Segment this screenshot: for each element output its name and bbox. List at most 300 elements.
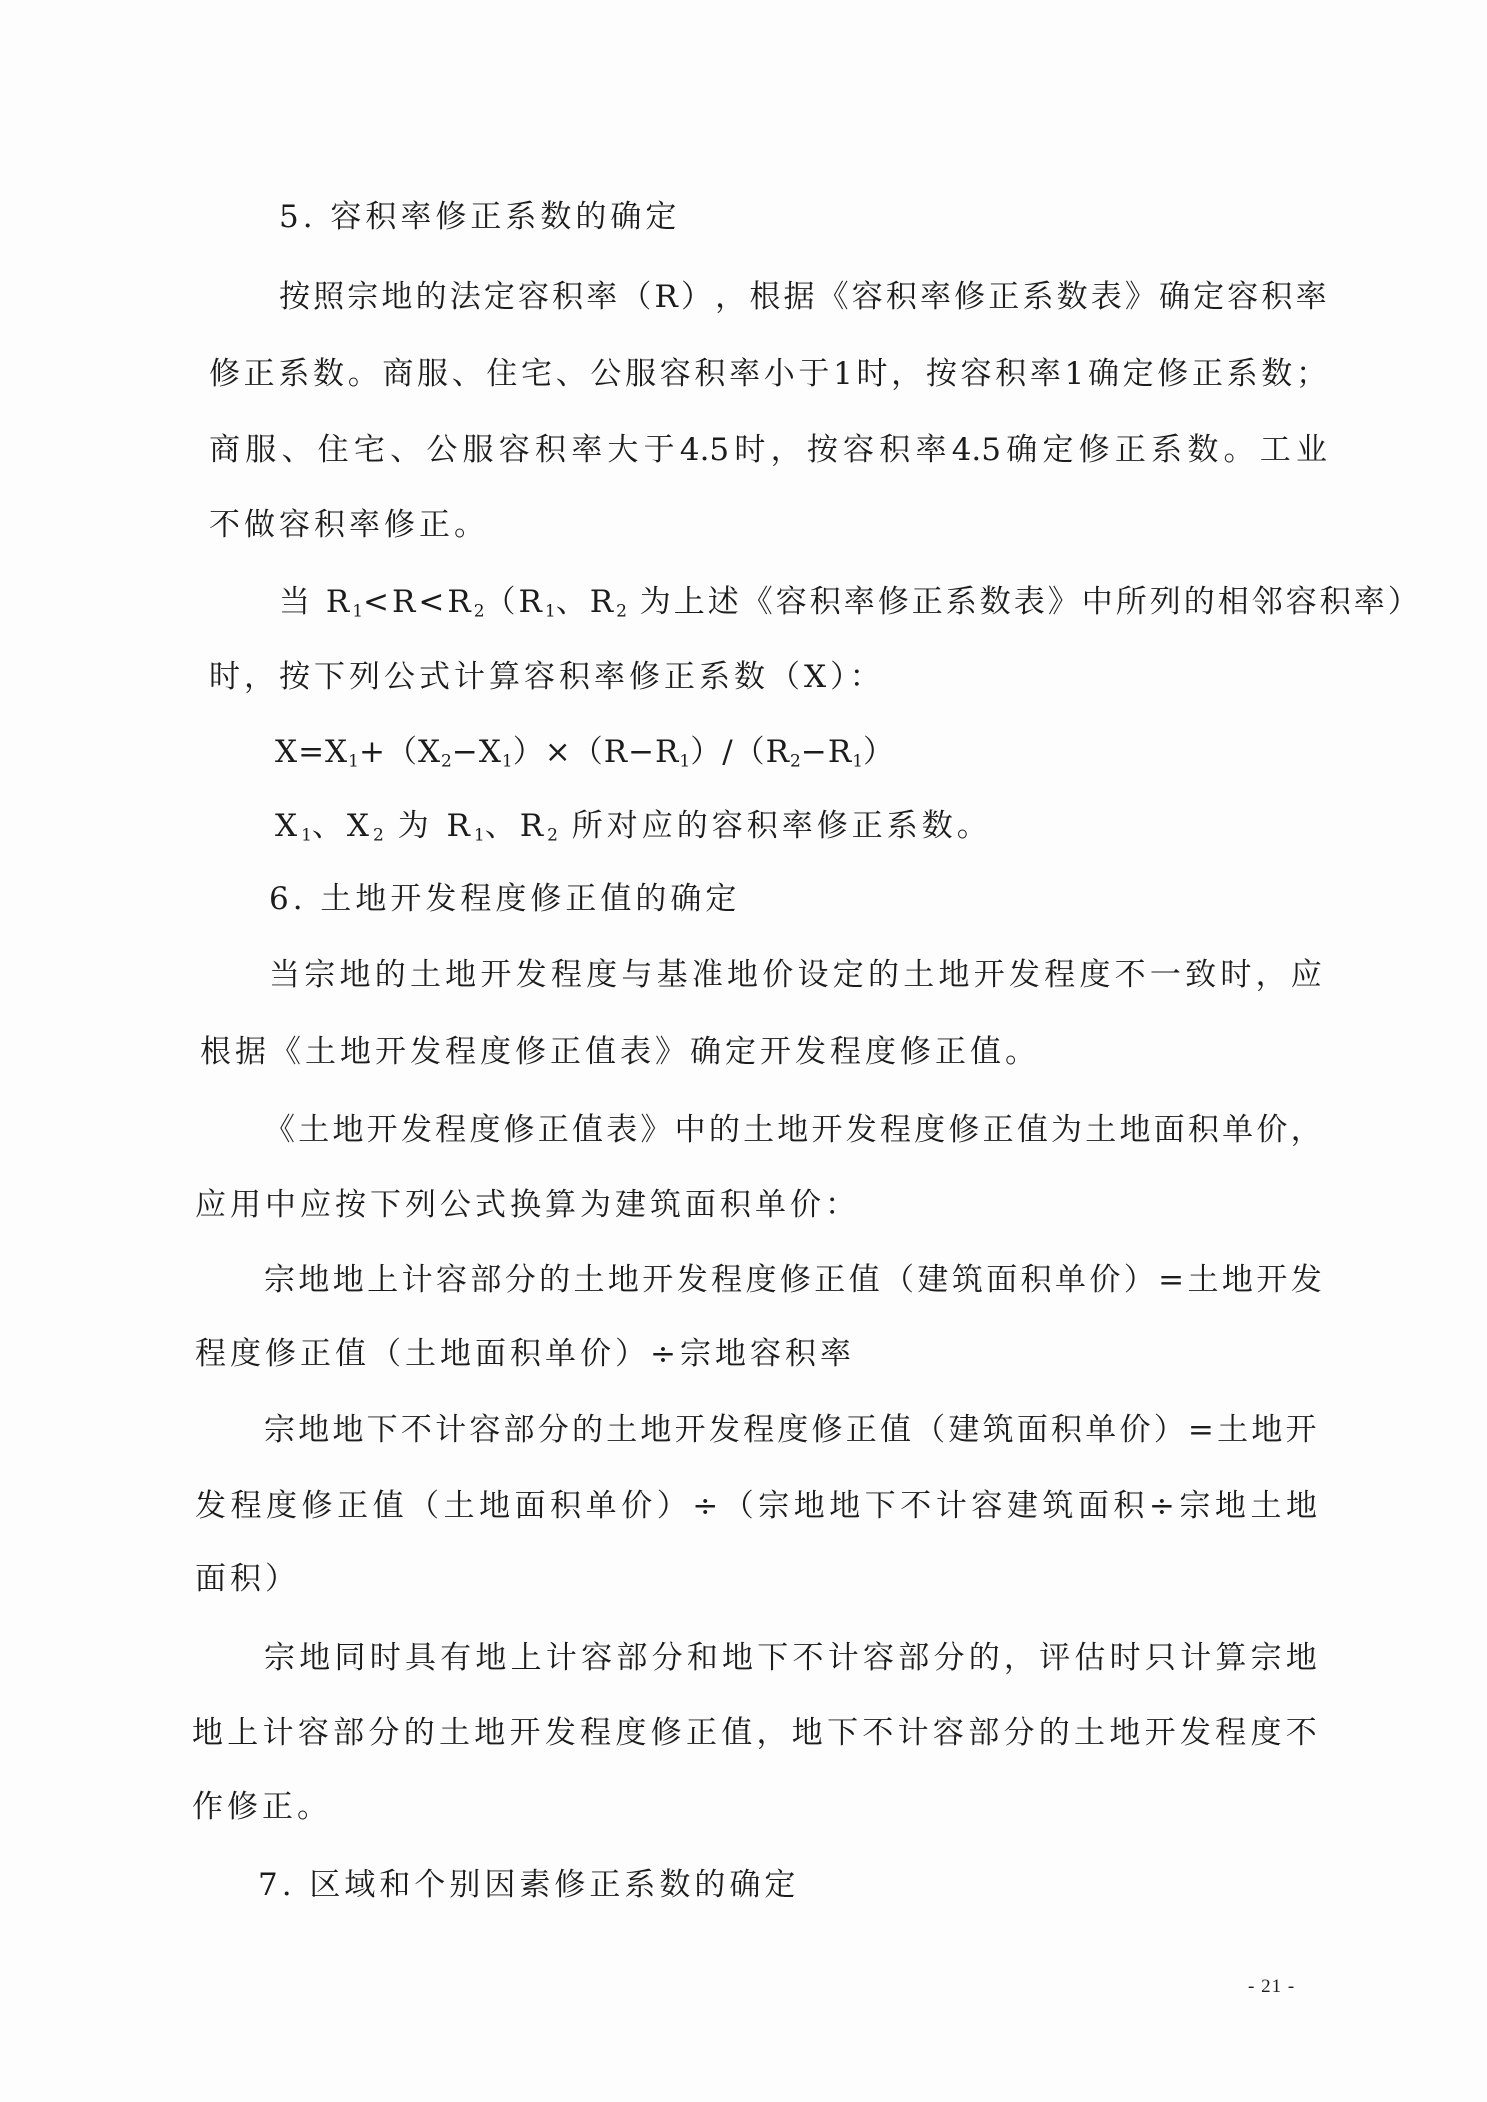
text-glyph: 值: [1016, 1112, 1048, 1148]
text-glyph: ，: [1290, 1112, 1322, 1148]
text-glyph: 发: [195, 1488, 226, 1524]
text-glyph: 正: [685, 1715, 717, 1751]
text-run: 、R: [555, 584, 617, 620]
text-glyph: ÷: [692, 1488, 719, 1524]
text-glyph: 筑: [1042, 1488, 1074, 1524]
text-glyph: ，: [715, 279, 747, 315]
text-glyph: 土: [1085, 1112, 1117, 1148]
text-glyph: 1: [1064, 356, 1085, 392]
text-glyph: 土: [606, 1412, 638, 1448]
text-glyph: 地: [722, 1640, 754, 1676]
text-glyph: 业: [1295, 432, 1327, 468]
text-glyph: 分: [537, 1412, 569, 1448]
text-glyph: 积: [885, 279, 917, 315]
text-glyph: 据: [783, 279, 815, 315]
text-glyph: ，: [1003, 1640, 1035, 1676]
text-glyph: 修: [503, 1112, 535, 1148]
text-glyph: 度: [266, 1488, 298, 1524]
text-glyph: 开: [973, 957, 1005, 993]
paragraph-6-1-line-2: 根据《土地开发程度修正值表》确定开发程度修正值。: [200, 1034, 1040, 1070]
text-glyph: 分: [368, 1715, 400, 1751]
text-glyph: 值: [721, 1715, 753, 1751]
text-glyph: 和: [686, 1640, 718, 1676]
text-glyph: 容: [659, 356, 691, 392]
text-glyph: 的: [415, 279, 447, 315]
paragraph-6-4-line-3: 面积）: [195, 1561, 300, 1597]
text-glyph: 计: [545, 1640, 577, 1676]
text-glyph: 面: [1153, 1112, 1185, 1148]
text-glyph: （: [722, 1488, 754, 1524]
text-glyph: 开: [366, 1112, 398, 1148]
text-glyph: 发: [708, 1412, 740, 1448]
text-glyph: 地: [298, 1262, 330, 1298]
text-glyph: 当: [269, 957, 300, 993]
text-glyph: 、: [451, 356, 483, 392]
text-glyph: 不: [400, 1412, 432, 1448]
text-glyph: 地: [777, 1112, 809, 1148]
text-glyph: 土: [743, 1112, 775, 1148]
text-glyph: 开: [811, 1112, 843, 1148]
text-glyph: 《: [264, 1112, 295, 1148]
text-glyph: 容: [517, 279, 549, 315]
text-glyph: 建: [948, 1412, 980, 1448]
text-glyph: 宅: [353, 432, 385, 468]
subscript: 1: [301, 825, 312, 846]
text-glyph: 分: [651, 1640, 683, 1676]
text-glyph: 4.5: [679, 432, 730, 468]
text-glyph: 《: [817, 279, 849, 315]
text-glyph: ）: [681, 279, 713, 315]
text-glyph: 积: [550, 1488, 582, 1524]
text-glyph: 积: [1051, 1412, 1083, 1448]
text-glyph: 服: [462, 432, 494, 468]
text-glyph: 不: [862, 1715, 894, 1751]
text-glyph: 宗: [264, 1640, 295, 1676]
text-glyph: 数: [1187, 432, 1219, 468]
text-glyph: 地: [1251, 1412, 1283, 1448]
text-glyph: 与: [621, 957, 653, 993]
text-glyph: 定: [1193, 279, 1225, 315]
text-glyph: 土: [443, 1488, 475, 1524]
text-glyph: 价: [1256, 1112, 1288, 1148]
text-glyph: 容: [851, 279, 883, 315]
text-glyph: 单: [1054, 1262, 1086, 1298]
text-glyph: R: [654, 279, 678, 315]
subscript: 2: [616, 601, 627, 622]
text-glyph: 积: [552, 279, 584, 315]
text-glyph: 开: [480, 957, 512, 993]
text-glyph: 容: [862, 1640, 894, 1676]
text-glyph: 下: [757, 1640, 789, 1676]
paragraph-6-2-line-2: 应用中应按下列公式换算为建筑面积单价：: [195, 1187, 860, 1223]
text-glyph: 一: [1149, 957, 1181, 993]
text-glyph: 商: [209, 432, 240, 468]
text-glyph: 率: [920, 279, 952, 315]
text-glyph: 地: [727, 957, 759, 993]
text-glyph: 定: [1122, 356, 1154, 392]
subscript: 2: [790, 751, 801, 772]
text-run: 、X: [311, 808, 373, 844]
text-glyph: 有: [440, 1640, 472, 1676]
text-glyph: （: [914, 1412, 946, 1448]
text-glyph: 应: [1290, 957, 1322, 993]
text-glyph: 地: [640, 1412, 672, 1448]
text-glyph: 确: [1159, 279, 1190, 315]
text-glyph: （: [620, 279, 652, 315]
formula-run: X=X: [275, 734, 349, 770]
paragraph-6-5-line-2: [192, 1713, 1317, 1753]
text-glyph: 程: [580, 1715, 612, 1751]
text-glyph: 按: [925, 356, 957, 392]
text-glyph: 地: [479, 1488, 511, 1524]
text-glyph: 时: [734, 432, 766, 468]
text-run: X: [275, 808, 302, 844]
text-glyph: 宅: [521, 356, 553, 392]
text-run: <R<R: [363, 584, 474, 620]
text-glyph: ）: [656, 1488, 688, 1524]
text-glyph: 开: [642, 1262, 674, 1298]
text-glyph: 部: [968, 1715, 1000, 1751]
paragraph-5-2-line-1: [279, 582, 1422, 631]
subscript: 1: [473, 825, 485, 846]
text-glyph: 修: [1157, 356, 1189, 392]
paragraph-6-1-line-1: [269, 955, 1322, 995]
text-glyph: 宗: [264, 1412, 295, 1448]
text-glyph: 发: [400, 1112, 432, 1148]
text-glyph: 表: [1090, 279, 1122, 315]
text-glyph: 商: [382, 356, 414, 392]
formula-line: [275, 732, 895, 781]
text-glyph: 系: [1226, 356, 1258, 392]
text-glyph: 不: [792, 1640, 824, 1676]
text-glyph: ，: [891, 356, 923, 392]
text-glyph: 发: [1179, 1715, 1211, 1751]
text-glyph: 土: [1187, 1262, 1219, 1298]
subscript: 2: [547, 825, 558, 846]
text-glyph: 开: [1285, 1412, 1317, 1448]
text-glyph: 致: [1185, 957, 1217, 993]
text-glyph: 修: [811, 1412, 843, 1448]
text-glyph: 度: [777, 1412, 809, 1448]
text-glyph: 正: [1191, 356, 1223, 392]
paragraph-6-3-line-2: 程度修正值（土地面积单价）÷宗地容积率: [195, 1336, 855, 1372]
text-glyph: 度: [1079, 957, 1111, 993]
text-glyph: 地: [1285, 1640, 1317, 1676]
text-glyph: 修: [209, 356, 240, 392]
text-glyph: 容: [469, 1412, 501, 1448]
text-glyph: =: [1187, 1412, 1214, 1448]
text-glyph: 建: [1006, 1488, 1038, 1524]
text-glyph: 积: [1020, 1262, 1052, 1298]
text-glyph: 确: [1087, 356, 1119, 392]
text-glyph: 》: [640, 1112, 672, 1148]
page-number: - 21 -: [1248, 1976, 1296, 1997]
text-glyph: 时: [369, 1640, 401, 1676]
text-glyph: 开: [1256, 1262, 1288, 1298]
text-glyph: 容: [435, 1262, 467, 1298]
text-glyph: 发: [845, 1112, 877, 1148]
text-glyph: 服: [245, 432, 277, 468]
text-glyph: 于: [643, 432, 675, 468]
text-glyph: 住: [486, 356, 518, 392]
text-glyph: 开: [509, 1715, 541, 1751]
formula-run: −X: [451, 734, 502, 770]
text-glyph: 率: [586, 279, 618, 315]
text-glyph: 率: [1295, 279, 1327, 315]
paragraph-6-5-line-1: [264, 1638, 1317, 1678]
text-glyph: 值: [848, 1262, 880, 1298]
text-glyph: 度: [1250, 1715, 1282, 1751]
text-glyph: 数: [1261, 356, 1293, 392]
text-glyph: 宗: [264, 1262, 295, 1298]
text-glyph: 地: [1109, 1715, 1141, 1751]
text-glyph: 只: [1144, 1640, 1176, 1676]
text-glyph: 修: [1078, 432, 1110, 468]
text-glyph: 的: [867, 957, 899, 993]
text-glyph: 算: [1215, 1640, 1247, 1676]
text-glyph: 地: [192, 1715, 223, 1751]
text-glyph: 的: [968, 1640, 1000, 1676]
text-glyph: 计: [897, 1715, 929, 1751]
text-glyph: 计: [262, 1715, 294, 1751]
text-glyph: 价: [1119, 1412, 1151, 1448]
text-glyph: 住: [317, 432, 349, 468]
text-run: 为 R: [383, 808, 474, 844]
text-glyph: 修: [948, 1112, 980, 1148]
text-glyph: 部: [616, 1640, 648, 1676]
text-glyph: 地: [793, 1488, 825, 1524]
text-glyph: 发: [544, 1715, 576, 1751]
text-glyph: 服: [625, 356, 657, 392]
text-glyph: 容: [297, 1715, 329, 1751]
text-glyph: 正: [845, 1412, 877, 1448]
text-glyph: 地: [332, 1262, 364, 1298]
text-glyph: 容: [1227, 279, 1259, 315]
subscript: 1: [679, 751, 691, 772]
formula-run: +（X: [358, 734, 442, 770]
text-glyph: 筑: [951, 1262, 983, 1298]
text-glyph: 程: [711, 1262, 743, 1298]
text-glyph: 值: [372, 1488, 404, 1524]
text-glyph: 正: [537, 1112, 569, 1148]
text-glyph: 1: [833, 356, 853, 392]
text-glyph: 地: [1214, 1488, 1246, 1524]
text-glyph: 积: [1261, 279, 1293, 315]
formula-run: −R: [800, 734, 853, 770]
text-glyph: 根: [749, 279, 781, 315]
text-glyph: 容: [932, 1715, 964, 1751]
text-glyph: 中: [674, 1112, 706, 1148]
subscript: 1: [544, 601, 556, 622]
text-glyph: 发: [515, 957, 547, 993]
text-glyph: 的: [1038, 1715, 1070, 1751]
text-glyph: 修: [301, 1488, 333, 1524]
text-glyph: 土: [1074, 1715, 1106, 1751]
text-glyph: 计: [401, 1262, 433, 1298]
text-glyph: 价: [762, 957, 794, 993]
text-glyph: 定: [483, 279, 515, 315]
text-glyph: 部: [470, 1262, 502, 1298]
text-glyph: 开: [674, 1412, 706, 1448]
text-glyph: 系: [278, 356, 310, 392]
text-glyph: 土: [1250, 1488, 1282, 1524]
text-glyph: 程: [550, 957, 582, 993]
text-glyph: 正: [243, 356, 275, 392]
text-glyph: 下: [827, 1715, 859, 1751]
text-glyph: =: [1158, 1262, 1185, 1298]
text-glyph: 程: [879, 1112, 911, 1148]
text-glyph: 部: [898, 1640, 930, 1676]
text-glyph: 。: [1223, 432, 1255, 468]
text-glyph: 筑: [982, 1412, 1014, 1448]
text-glyph: 不: [1114, 957, 1146, 993]
formula-run: ）: [863, 734, 896, 770]
paragraph-6-4-line-2: [195, 1486, 1317, 1526]
text-glyph: 容: [971, 1488, 1003, 1524]
text-glyph: 正: [982, 1112, 1014, 1148]
text-glyph: 分: [1003, 1715, 1035, 1751]
text-glyph: 下: [366, 1412, 398, 1448]
paragraph-5-1-line-3: [209, 430, 1327, 470]
text-glyph: 宗: [758, 1488, 790, 1524]
text-glyph: 表: [606, 1112, 638, 1148]
text-glyph: 单: [585, 1488, 617, 1524]
text-glyph: 地: [339, 957, 371, 993]
text-glyph: 、: [281, 432, 313, 468]
text-glyph: 不: [1285, 1715, 1317, 1751]
text-glyph: 土: [573, 1262, 605, 1298]
text-glyph: 为: [1051, 1112, 1083, 1148]
text-glyph: 面: [986, 1262, 1018, 1298]
text-glyph: 宗: [304, 957, 336, 993]
text-glyph: 评: [1039, 1640, 1071, 1676]
text-glyph: 程: [435, 1112, 467, 1148]
text-glyph: 工: [1259, 432, 1291, 468]
text-run: 当 R: [279, 584, 353, 620]
heading-section-7: 7. 区域和个别因素修正系数的确定: [258, 1867, 800, 1903]
text-glyph: 度: [586, 957, 618, 993]
text-glyph: 建: [917, 1262, 949, 1298]
text-glyph: 单: [1085, 1412, 1117, 1448]
text-glyph: 。: [347, 356, 379, 392]
text-glyph: 正: [337, 1488, 369, 1524]
text-glyph: 率: [729, 356, 761, 392]
text-glyph: 4.5: [951, 432, 1001, 468]
text-glyph: 地: [791, 1715, 823, 1751]
paragraph-5-1-line-2: [209, 354, 1327, 394]
text-glyph: 服: [417, 356, 449, 392]
text-glyph: 度: [469, 1112, 501, 1148]
text-glyph: 大: [607, 432, 639, 468]
text-glyph: 地: [445, 957, 477, 993]
text-glyph: 积: [1113, 1488, 1145, 1524]
text-glyph: 开: [1144, 1715, 1176, 1751]
text-glyph: 数: [1056, 279, 1088, 315]
text-glyph: 发: [676, 1262, 708, 1298]
text-glyph: 值: [571, 1112, 603, 1148]
subscript: 1: [352, 601, 364, 622]
text-glyph: 分: [933, 1640, 965, 1676]
heading-section-6: 6. 土地开发程度修正值的确定: [269, 881, 741, 917]
text-glyph: 上: [227, 1715, 259, 1751]
text-glyph: ，: [1255, 957, 1287, 993]
text-glyph: 程: [743, 1412, 775, 1448]
formula-note-line: [275, 806, 992, 855]
text-glyph: 积: [879, 432, 911, 468]
text-glyph: 单: [1222, 1112, 1254, 1148]
text-glyph: 度: [914, 1112, 946, 1148]
text-glyph: 土: [409, 957, 441, 993]
text-glyph: 计: [435, 1412, 467, 1448]
text-glyph: 地: [298, 1412, 330, 1448]
text-glyph: 数: [313, 356, 345, 392]
text-glyph: 地: [938, 957, 970, 993]
text-glyph: 修: [779, 1262, 811, 1298]
text-glyph: 地: [1285, 1488, 1317, 1524]
text-glyph: 按: [279, 279, 310, 315]
text-glyph: 土: [903, 957, 935, 993]
text-glyph: 率: [571, 432, 603, 468]
text-glyph: 地: [381, 279, 413, 315]
text-glyph: ；: [1295, 356, 1327, 392]
text-glyph: 价: [621, 1488, 653, 1524]
text-glyph: 系: [1022, 279, 1054, 315]
subscript: 1: [501, 751, 513, 772]
text-glyph: 定: [832, 957, 864, 993]
text-glyph: ）: [1123, 1262, 1155, 1298]
text-glyph: 容: [960, 356, 992, 392]
text-glyph: 容: [498, 432, 530, 468]
text-glyph: 地: [332, 1412, 364, 1448]
text-glyph: 积: [534, 432, 566, 468]
text-glyph: 计: [935, 1488, 967, 1524]
text-glyph: 小: [763, 356, 795, 392]
text-glyph: 、: [555, 356, 587, 392]
text-glyph: 率: [915, 432, 947, 468]
text-glyph: 价: [1089, 1262, 1121, 1298]
text-glyph: 地: [299, 1640, 331, 1676]
text-glyph: 上: [367, 1262, 399, 1298]
text-glyph: 面: [1016, 1412, 1048, 1448]
text-glyph: 估: [1074, 1640, 1106, 1676]
paragraph-5-1-line-4: 不做容积率修正。: [209, 507, 489, 543]
text-glyph: 修: [650, 1715, 682, 1751]
text-glyph: 的: [571, 1412, 603, 1448]
text-glyph: 的: [708, 1112, 740, 1148]
text-glyph: 于: [798, 356, 830, 392]
text-glyph: 宗: [1250, 1640, 1282, 1676]
text-glyph: 设: [797, 957, 829, 993]
text-glyph: 的: [539, 1262, 571, 1298]
text-glyph: 面: [1077, 1488, 1109, 1524]
text-glyph: 发: [1290, 1262, 1322, 1298]
text-glyph: 容: [843, 432, 875, 468]
text-run: 、R: [484, 808, 548, 844]
subscript: 2: [473, 601, 485, 622]
text-glyph: 不: [900, 1488, 932, 1524]
text-glyph: 分: [504, 1262, 536, 1298]
formula-run: ）/（R: [690, 734, 791, 770]
paragraph-5-1-line-1: [279, 277, 1327, 317]
formula-run: ）×（R−R: [512, 734, 680, 770]
text-glyph: 地: [829, 1488, 861, 1524]
text-glyph: ÷: [1148, 1488, 1175, 1524]
text-glyph: 土: [438, 1715, 470, 1751]
text-glyph: 正: [988, 279, 1020, 315]
text-glyph: 的: [374, 957, 406, 993]
text-glyph: 时: [856, 356, 888, 392]
text-glyph: 值: [879, 1412, 911, 1448]
